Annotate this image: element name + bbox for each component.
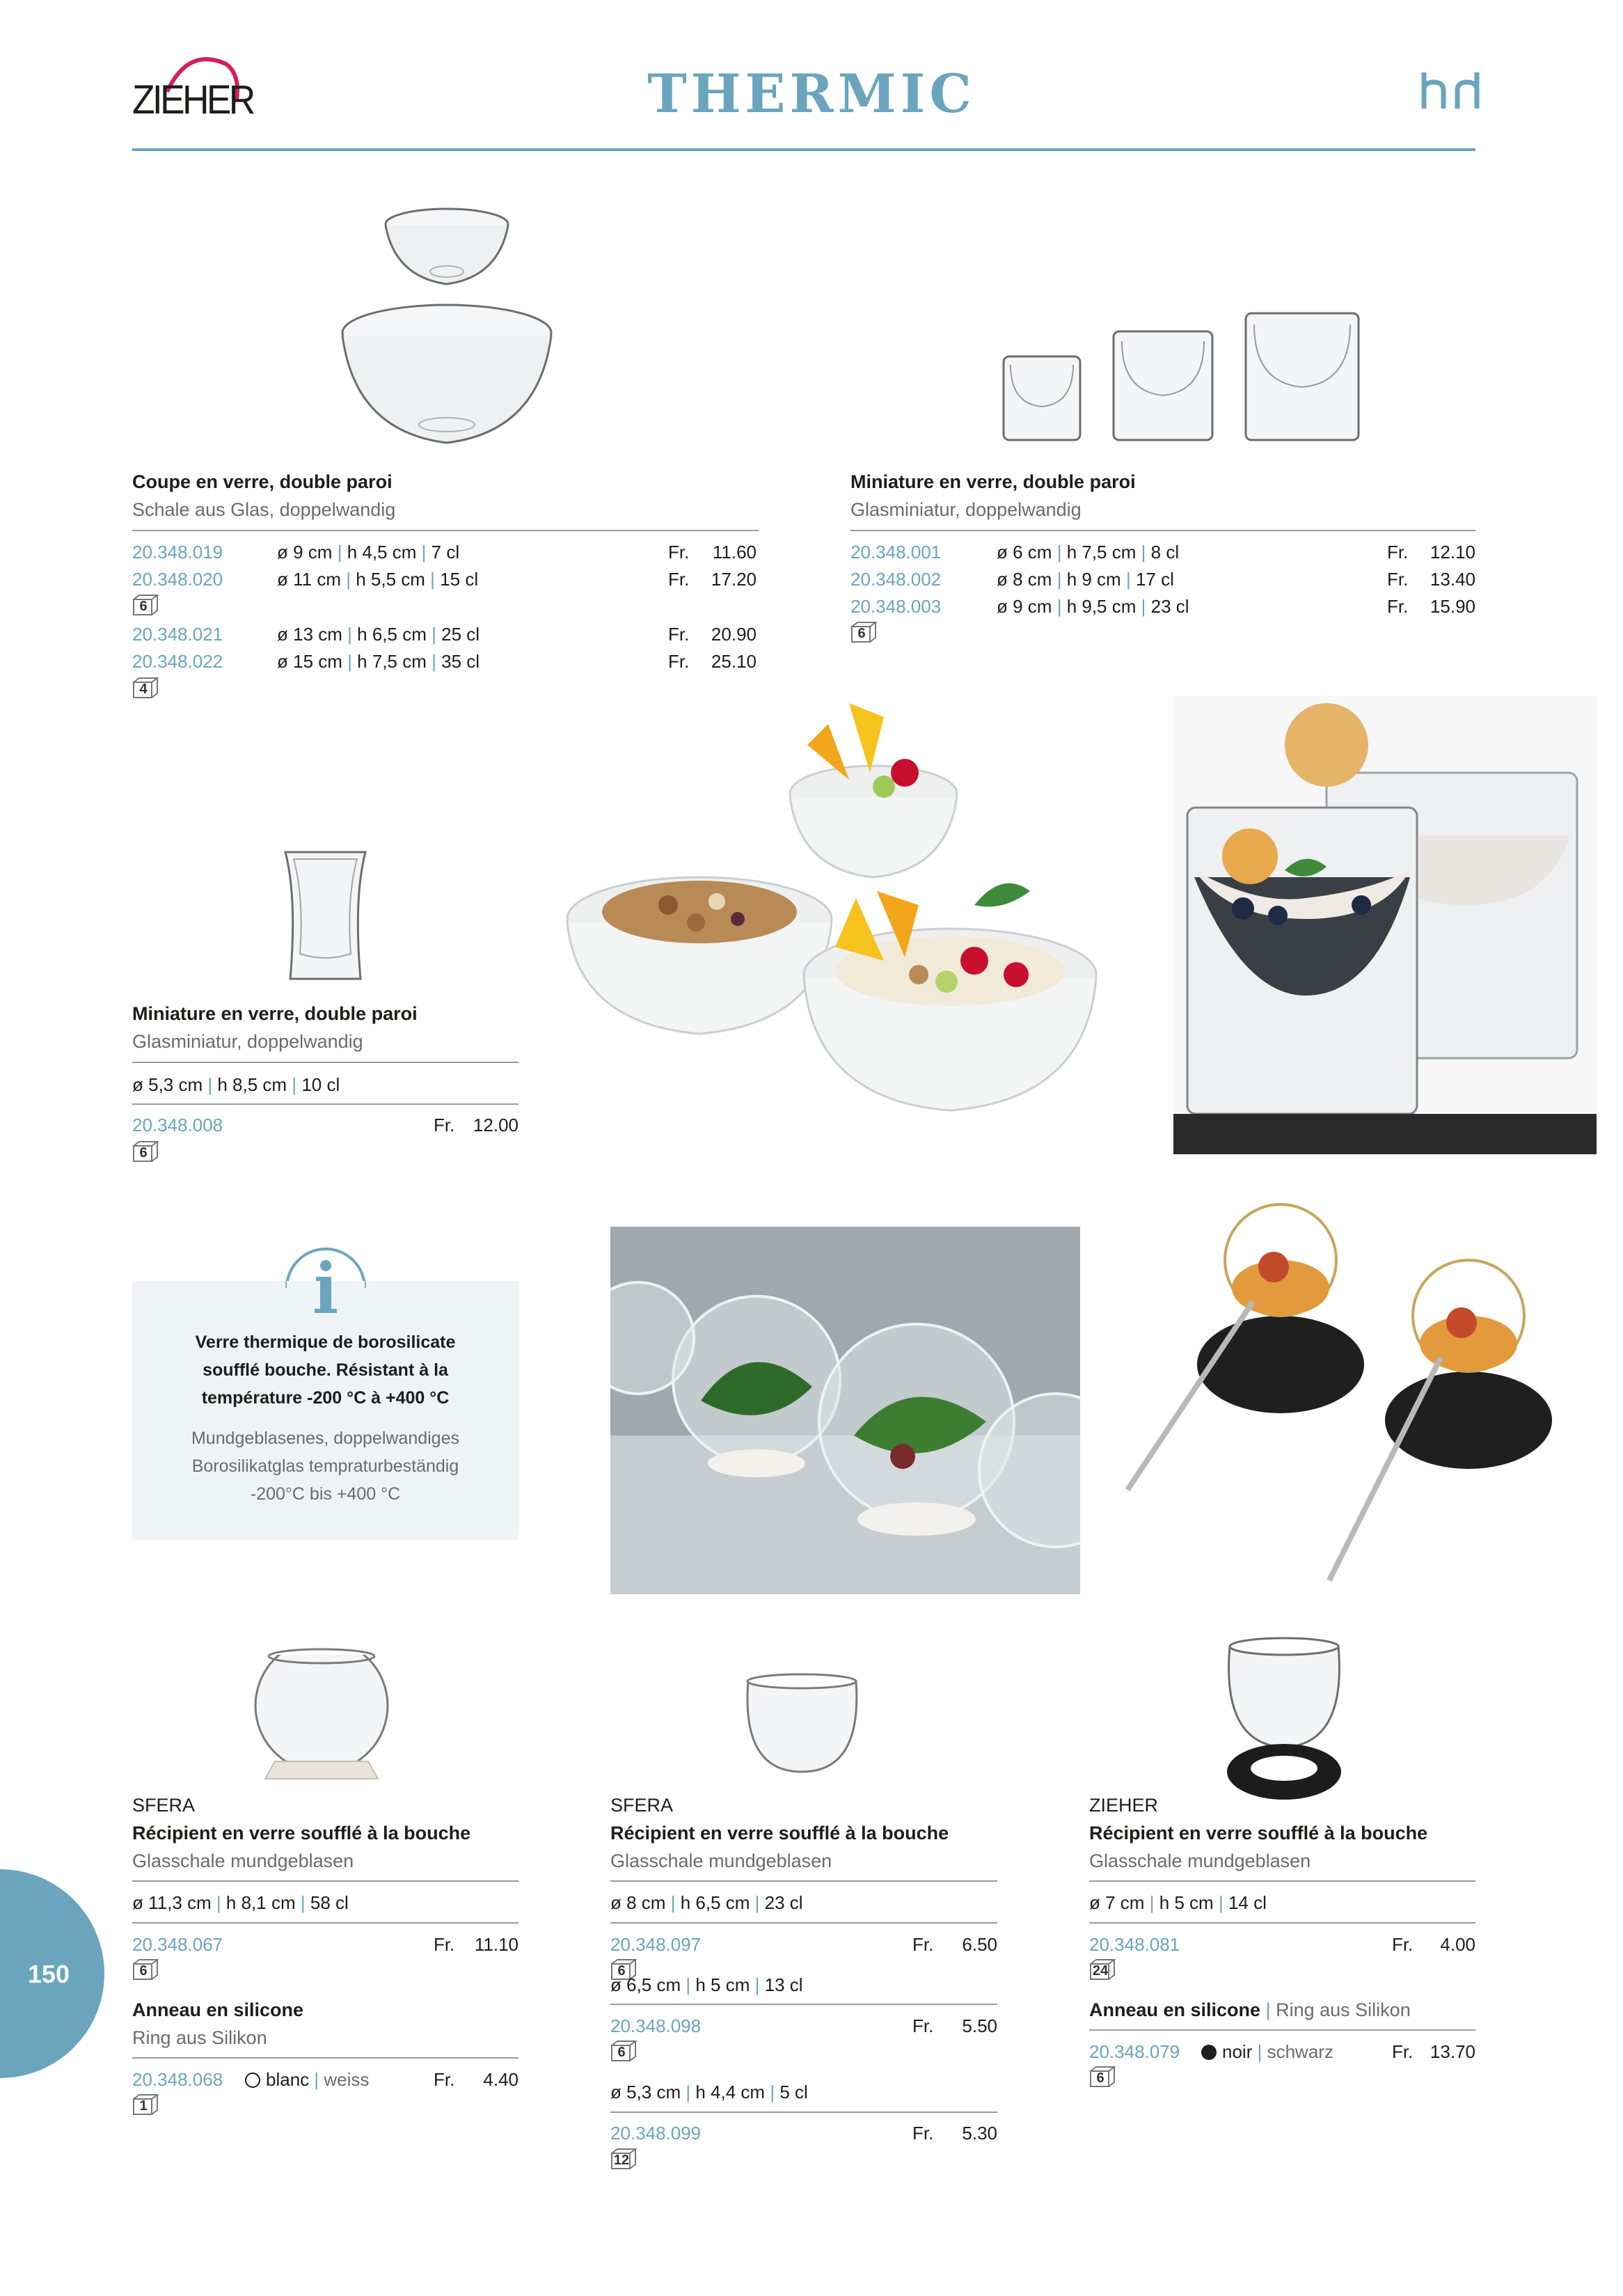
- pack-quantity-badge: 4: [132, 677, 159, 699]
- product-price: Fr. 20.90: [668, 624, 757, 645]
- sfera2-subtitle: Glasschale mundgeblasen: [610, 1850, 832, 1871]
- product-price: Fr. 15.90: [1387, 596, 1475, 617]
- product-code[interactable]: 20.348.068: [132, 2069, 223, 2090]
- info-text-de-3: -200°C bis +400 °C: [250, 1484, 401, 1504]
- product-price: Fr. 11.60: [668, 542, 757, 563]
- sfera1-subtitle: Glasschale mundgeblasen: [132, 1850, 354, 1871]
- coupe-title: Coupe en verre, double paroi: [132, 471, 393, 492]
- sfera2-rule-3: [610, 2004, 997, 2005]
- zieher-title: Récipient en verre soufflé à la bouche: [1089, 1823, 1428, 1843]
- product-price: Fr. 5.50: [912, 2015, 997, 2036]
- product-price: Fr. 6.50: [912, 1934, 997, 1955]
- mini2-rule-2: [132, 1103, 518, 1105]
- zieher-brand: ZIEHER: [1089, 1795, 1159, 1816]
- hd-logo-icon: [1420, 70, 1482, 111]
- pack-quantity-badge: 6: [1089, 2066, 1116, 2088]
- product-code[interactable]: 20.348.003: [850, 596, 942, 617]
- mini2-subtitle: Glasminiatur, doppelwandig: [132, 1031, 363, 1052]
- sfera2-brand: SFERA: [610, 1795, 674, 1816]
- product-dims: ø 13 cm | h 6,5 cm | 25 cl: [277, 624, 480, 645]
- header-rule: [132, 148, 1475, 151]
- product-price: Fr. 13.40: [1387, 569, 1475, 590]
- sfera2-title: Récipient en verre soufflé à la bouche: [610, 1823, 949, 1843]
- zieher-glass-ring-image: [1221, 1633, 1347, 1807]
- zieher-subtitle: Glasschale mundgeblasen: [1089, 1850, 1311, 1871]
- product-dims: ø 9 cm | h 9,5 cm | 23 cl: [997, 596, 1189, 617]
- sfera2-rule: [610, 1880, 997, 1882]
- product-dims: ø 15 cm | h 7,5 cm | 35 cl: [277, 651, 480, 672]
- product-dims: ø 5,3 cm | h 4,4 cm | 5 cl: [610, 2082, 808, 2102]
- food-photo-spoons: [1107, 1184, 1623, 1629]
- product-code[interactable]: 20.348.019: [132, 542, 223, 563]
- info-text-fr-3: température -200 °C à +400 °C: [201, 1388, 450, 1408]
- coupe-rule: [132, 530, 759, 531]
- product-price: Fr. 13.70: [1392, 2041, 1475, 2062]
- product-code[interactable]: 20.348.081: [1089, 1934, 1180, 1955]
- coupe-glass-image: [334, 202, 564, 453]
- pack-quantity-badge: 6: [132, 1958, 159, 1981]
- mini-rule: [850, 530, 1475, 531]
- product-dims: ø 11 cm | h 5,5 cm | 15 cl: [277, 569, 479, 590]
- product-price: Fr. 25.10: [668, 651, 757, 672]
- product-code[interactable]: 20.348.079: [1089, 2041, 1180, 2062]
- ring2-rule: [1089, 2029, 1475, 2031]
- mini2-title: Miniature en verre, double paroi: [132, 1003, 418, 1024]
- pack-quantity-badge: 6: [610, 2040, 637, 2062]
- food-photo-bowls: [557, 682, 1141, 1211]
- mini2-rule: [132, 1062, 518, 1063]
- zieher-rule-2: [1089, 1922, 1475, 1924]
- pack-quantity-badge: 6: [132, 1140, 159, 1163]
- ring1-subtitle: Ring aus Silikon: [132, 2027, 267, 2048]
- sfera1-rule: [132, 1880, 518, 1882]
- product-code[interactable]: 20.348.098: [610, 2015, 702, 2036]
- pack-quantity-badge: 6: [132, 594, 159, 616]
- zieher-rule: [1089, 1880, 1475, 1882]
- product-code[interactable]: 20.348.097: [610, 1934, 702, 1955]
- food-photo-yogurt: [1173, 696, 1597, 1154]
- ring2-heading: Anneau en silicone | Ring aus Silikon: [1089, 1999, 1411, 2020]
- sfera1-brand: SFERA: [132, 1795, 196, 1816]
- info-text-fr-1: Verre thermique de borosilicate: [195, 1332, 456, 1352]
- info-text-de-2: Borosilikatglas tempraturbeständig: [191, 1456, 459, 1476]
- product-price: Fr. 5.30: [912, 2123, 997, 2144]
- product-code[interactable]: 20.348.002: [850, 569, 942, 590]
- product-code[interactable]: 20.348.008: [132, 1115, 223, 1135]
- product-code[interactable]: 20.348.001: [850, 542, 942, 563]
- product-dims: ø 8 cm | h 9 cm | 17 cl: [997, 569, 1174, 590]
- sfera-glass-image: [247, 1646, 397, 1786]
- product-dims: ø 6,5 cm | h 5 cm | 13 cl: [610, 1974, 803, 1995]
- ring1-title: Anneau en silicone: [132, 1999, 304, 2020]
- pack-quantity-badge: 1: [132, 2093, 159, 2116]
- product-price: Fr. 12.00: [434, 1115, 518, 1135]
- product-dims: ø 5,3 cm | h 8,5 cm | 10 cl: [132, 1074, 340, 1095]
- ring1-rule: [132, 2057, 518, 2059]
- page-title: THERMIC: [647, 63, 976, 125]
- white-circle-icon: [245, 2073, 260, 2088]
- black-circle-icon: [1201, 2045, 1217, 2060]
- sfera2-rule-4: [610, 2112, 997, 2113]
- sfera2-rule-2: [610, 1922, 997, 1924]
- info-text-fr-2: soufflé bouche. Résistant à la: [203, 1360, 448, 1380]
- sfera1-rule-2: [132, 1922, 518, 1924]
- page-number: 150: [28, 1960, 70, 1988]
- pack-quantity-badge: 24: [1089, 1958, 1116, 1981]
- miniature-glasses-image: [995, 306, 1371, 446]
- mini-subtitle: Glasminiatur, doppelwandig: [850, 499, 1082, 520]
- coupe-subtitle: Schale aus Glas, doppelwandig: [132, 499, 396, 520]
- pack-quantity-badge: 12: [610, 2148, 637, 2170]
- product-dims: ø 9 cm | h 4,5 cm | 7 cl: [277, 542, 460, 563]
- product-code[interactable]: 20.348.022: [132, 651, 223, 672]
- product-code[interactable]: 20.348.067: [132, 1934, 223, 1955]
- product-dims: ø 6 cm | h 7,5 cm | 8 cl: [997, 542, 1180, 563]
- pack-quantity-badge: 6: [610, 1958, 637, 1981]
- ring-color: noir | schwarz: [1201, 2041, 1333, 2063]
- product-dims: ø 7 cm | h 5 cm | 14 cl: [1089, 1892, 1267, 1913]
- mini-title: Miniature en verre, double paroi: [850, 471, 1136, 492]
- info-text-de-1: Mundgeblasenes, doppelwandiges: [191, 1429, 459, 1448]
- food-photo-salad: [610, 1227, 1080, 1594]
- product-dims: ø 11,3 cm | h 8,1 cm | 58 cl: [132, 1892, 349, 1913]
- product-price: Fr. 17.20: [668, 569, 757, 590]
- product-code[interactable]: 20.348.021: [132, 624, 223, 645]
- sfera-small-glass-image: [741, 1667, 863, 1779]
- ring-color: blanc | weiss: [245, 2069, 369, 2091]
- small-miniature-image: [278, 842, 372, 985]
- info-icon: [283, 1238, 369, 1324]
- product-dims: ø 8 cm | h 6,5 cm | 23 cl: [610, 1892, 803, 1913]
- product-price: Fr. 11.10: [434, 1934, 518, 1955]
- product-code[interactable]: 20.348.020: [132, 569, 223, 590]
- product-price: Fr. 12.10: [1387, 542, 1475, 563]
- product-price: Fr. 4.00: [1392, 1934, 1475, 1955]
- product-price: Fr. 4.40: [434, 2069, 518, 2090]
- brand-logo: ZIEHER: [132, 77, 253, 123]
- pack-quantity-badge: 6: [850, 621, 877, 643]
- sfera1-title: Récipient en verre soufflé à la bouche: [132, 1823, 471, 1843]
- product-code[interactable]: 20.348.099: [610, 2123, 702, 2144]
